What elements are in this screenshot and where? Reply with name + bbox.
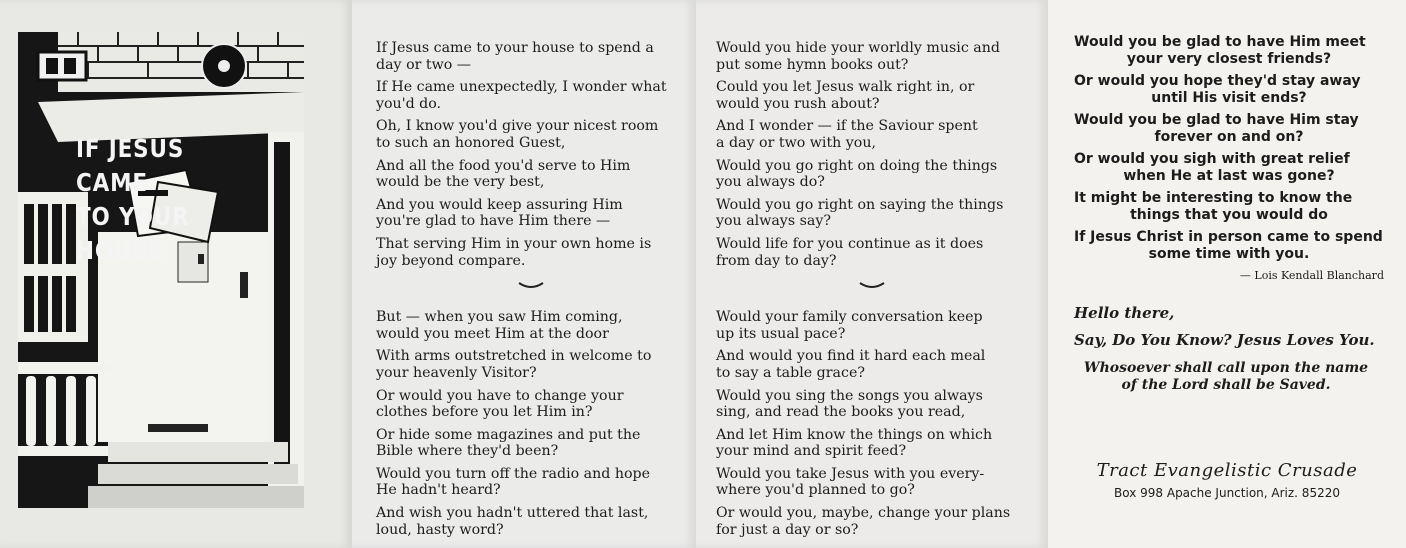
line: And let Him know the things on which [716, 426, 993, 443]
organization-address: Box 998 Apache Junction, Ariz. 85220 [1114, 486, 1340, 500]
line: things that you would do [1130, 206, 1328, 223]
greeting-line-1: Hello there, [1074, 304, 1175, 322]
line: And wish you hadn't uttered that last, [376, 505, 649, 522]
stanza [376, 388, 686, 421]
poem-panel-middle [696, 0, 1048, 548]
stanza [376, 79, 686, 112]
stanza [376, 118, 686, 151]
line: Or would you have to change your [376, 387, 624, 404]
cover-title-line-2: TO YOUR HOUSE [76, 202, 190, 265]
cover-title [76, 132, 257, 268]
stanza [376, 158, 686, 191]
line: But — when you saw Him coming, [376, 309, 623, 326]
line: to say a table grace? [716, 364, 865, 381]
line: clothes before you let Him in? [376, 404, 593, 421]
line: some time with you. [1148, 245, 1310, 262]
ornament-divider [716, 275, 1028, 303]
cover-title-line-1: IF JESUS CAME [76, 134, 185, 197]
line: And all the food you'd serve to Him [376, 157, 631, 174]
line: Would your family conversation keep [716, 309, 983, 326]
line: your mind and spirit feed? [716, 443, 907, 460]
line: your heavenly Visitor? [376, 364, 537, 381]
stanza [376, 427, 686, 460]
verse-line-2: of the Lord shall be Saved. [1121, 377, 1331, 393]
line: from day to day? [716, 252, 837, 269]
line: joy beyond compare. [376, 252, 526, 269]
line: you always do? [716, 174, 825, 191]
line: you're glad to have Him there — [376, 213, 611, 230]
stanza [1074, 229, 1384, 262]
line: And you would keep assuring Him [376, 196, 623, 213]
line: Would you hide your worldly music and [716, 40, 1000, 56]
line: forever on and on? [1154, 128, 1304, 145]
stanza [1074, 112, 1384, 145]
line: you always say? [716, 213, 831, 230]
greeting-line-2: Say, Do You Know? Jesus Loves You. [1074, 331, 1375, 349]
stanza [1074, 34, 1384, 67]
line: And I wonder — if the Saviour spent [716, 118, 978, 135]
line: It might be interesting to know the [1074, 190, 1353, 206]
line: And would you find it hard each meal [716, 348, 986, 365]
line: Would you sing the songs you always [716, 387, 983, 404]
line: a day or two with you, [716, 134, 876, 151]
line: Or hide some magazines and put the [376, 426, 641, 443]
line: If Jesus came to your house to spend a [376, 40, 654, 56]
stanza [716, 40, 1028, 73]
stanza [716, 505, 1028, 538]
stanza [376, 236, 686, 269]
line: would be the very best, [376, 174, 545, 191]
line: Would you turn off the radio and hope [376, 465, 651, 482]
line: your very closest friends? [1126, 50, 1332, 67]
organization-name: Tract Evangelistic Crusade [1096, 460, 1358, 481]
poem-panel-left [352, 0, 696, 548]
cover-illustration [18, 32, 304, 508]
line: If Jesus Christ in person came to spend [1074, 229, 1383, 245]
line: That serving Him in your own home is [376, 235, 652, 252]
line: He hadn't heard? [376, 482, 501, 499]
stanza [716, 466, 1028, 499]
stanza [376, 466, 686, 499]
line: Or would you sigh with great relief [1074, 151, 1350, 167]
line: Would you go right on doing the things [716, 157, 998, 174]
line: day or two — [376, 56, 471, 73]
stanza [716, 309, 1028, 342]
stanza [716, 118, 1028, 151]
line: Would you be glad to have Him meet [1074, 34, 1366, 50]
stanza [716, 79, 1028, 112]
line: would you rush about? [716, 95, 880, 112]
back-panel [1048, 0, 1406, 548]
stanza [1074, 190, 1384, 223]
line: you'd do. [376, 95, 442, 112]
line: loud, hasty word? [376, 521, 504, 538]
stanza [716, 158, 1028, 191]
verse-line-1: Whosoever shall call upon the name [1083, 360, 1369, 376]
house-drawing [18, 32, 304, 508]
cover-panel [0, 0, 352, 548]
stanza [376, 505, 686, 538]
line: Would life for you continue as it does [716, 235, 984, 252]
stanza [1074, 151, 1384, 184]
stanza [376, 197, 686, 230]
stanza [376, 40, 686, 73]
stanza [716, 236, 1028, 269]
stanza [376, 348, 686, 381]
line: for just a day or so? [716, 521, 859, 538]
line: With arms outstretched in welcome to [376, 348, 652, 365]
author-credit: — Lois Kendall Blanchard [1239, 269, 1384, 282]
stanza [716, 388, 1028, 421]
stanza [716, 197, 1028, 230]
poem-column-left [376, 40, 686, 544]
stanza [716, 348, 1028, 381]
stanza [716, 427, 1028, 460]
line: when He at last was gone? [1123, 167, 1335, 184]
line: Would you be glad to have Him stay [1074, 112, 1359, 128]
greeting [1074, 300, 1389, 354]
stanza [376, 309, 686, 342]
line: If He came unexpectedly, I wonder what [376, 79, 667, 96]
line: up its usual pace? [716, 325, 846, 342]
poem-column-right [1074, 34, 1384, 285]
line: Oh, I know you'd give your nicest room [376, 118, 659, 135]
line: Would you go right on saying the things [716, 196, 1004, 213]
line: where you'd planned to go? [716, 482, 915, 499]
line: Could you let Jesus walk right in, or [716, 79, 975, 96]
line: would you meet Him at the door [376, 325, 609, 342]
scripture-verse [1076, 360, 1376, 394]
line: Bible where they'd been? [376, 443, 559, 460]
line: Or would you hope they'd stay away [1074, 73, 1361, 89]
poem-column-middle [716, 40, 1028, 544]
ornament-divider [376, 275, 686, 303]
stanza [1074, 73, 1384, 106]
line: Would you take Jesus with you every- [716, 465, 985, 482]
line: Or would you, maybe, change your plans [716, 505, 1011, 522]
line: until His visit ends? [1151, 89, 1307, 106]
line: sing, and read the books you read, [716, 404, 966, 421]
line: put some hymn books out? [716, 56, 909, 73]
line: to such an honored Guest, [376, 134, 566, 151]
